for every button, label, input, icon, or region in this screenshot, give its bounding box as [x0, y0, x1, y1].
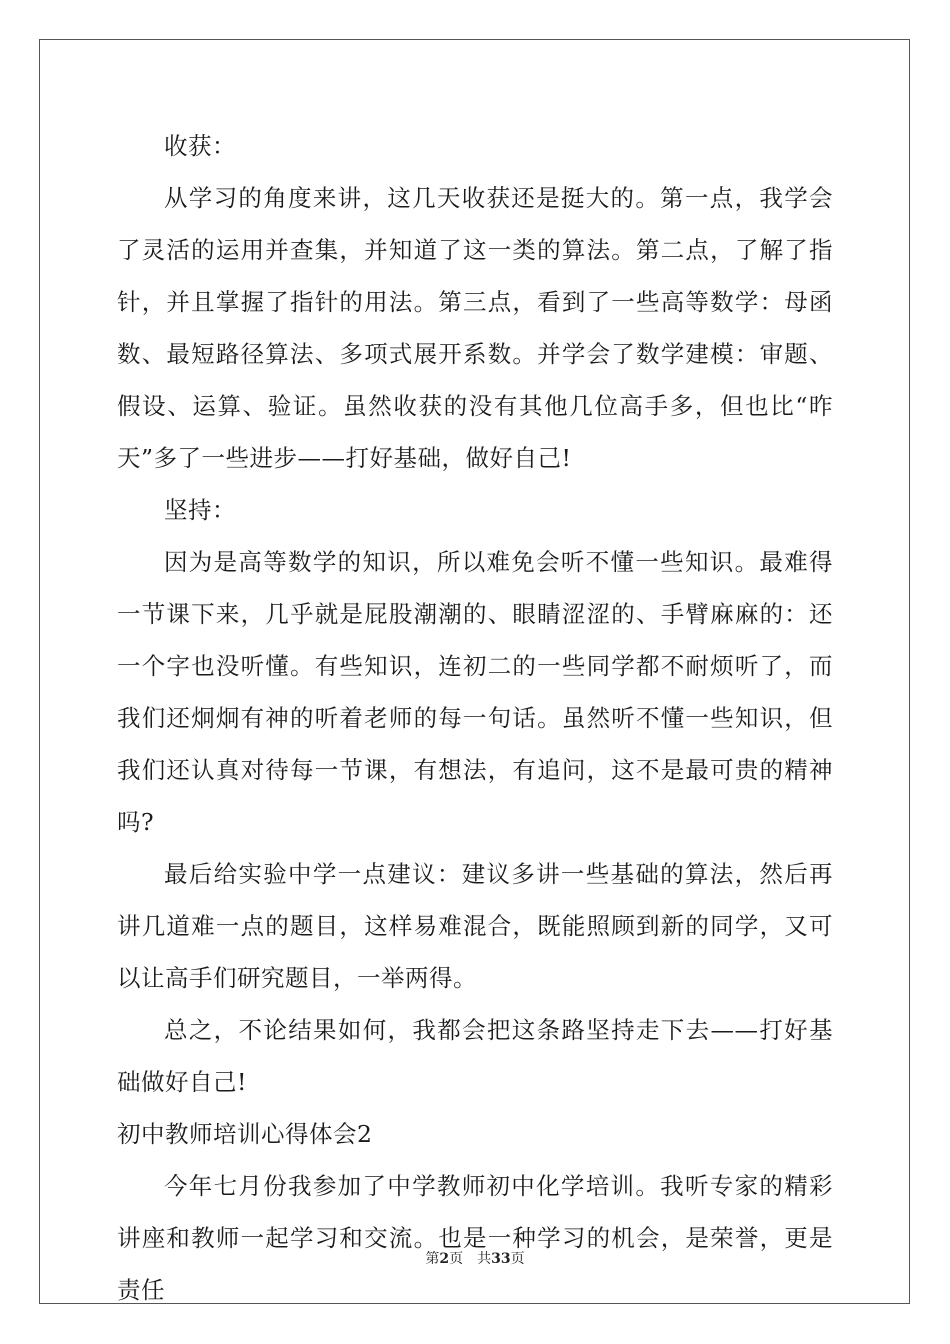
- total-prefix: 共: [477, 1251, 492, 1267]
- paragraph-harvest-body: 从学习的角度来讲，这几天收获还是挺大的。第一点，我学会了灵活的运用并查集，并知道了这一类的算法。第二点，了解了指针，并且掌握了指针的用法。第三点，看到了一些高等数学：母函数、最短路径算法、多项式展开系数。并学会了数学建模：审题、假设、运算、验证。虽然收获的没有其他几位高手多，但也比“昨天”多了一些进步——打好基础，做好自己!: [117, 184, 833, 472]
- document-body: [117, 120, 833, 1316]
- paragraph-persist-heading: 坚持：: [164, 496, 236, 524]
- paragraph-suggestion: 最后给实验中学一点建议：建议多讲一些基础的算法，然后再讲几道难一点的题目，这样易难混合，既能照顾到新的同学，又可以让高手们研究题目，一举两得。: [117, 860, 833, 992]
- paragraph-harvest-heading: 收获：: [164, 132, 236, 160]
- page-number: 2: [439, 1251, 450, 1267]
- page-suffix: 页: [449, 1251, 464, 1267]
- paragraph-persist-body: 因为是高等数学的知识，所以难免会听不懂一些知识。最难得一节课下来，几乎就是屁股潮潮的、眼睛涩涩的、手臂麻麻的：还一个字也没听懂。有些知识，连初二的一些同学都不耐烦听了，而我们还炯炯有神的听着老师的每一句话。虽然听不懂一些知识，但我们还认真对待每一节课，有想法，有追问，这不是最可贵的精神吗?: [117, 548, 833, 836]
- total-suffix: 页: [510, 1251, 525, 1267]
- section-title: 初中教师培训心得体会2: [117, 1120, 373, 1148]
- page-footer: [0, 1248, 950, 1268]
- page-prefix: 第: [425, 1251, 440, 1267]
- paragraph-section-intro: 今年七月份我参加了中学教师初中化学培训。我听专家的精彩讲座和教师一起学习和交流。也是一种学习的机会，是荣誉，更是责任: [117, 1172, 833, 1304]
- total-pages: 33: [491, 1251, 511, 1267]
- paragraph-conclusion: 总之，不论结果如何，我都会把这条路坚持走下去——打好基础做好自己!: [117, 1016, 833, 1096]
